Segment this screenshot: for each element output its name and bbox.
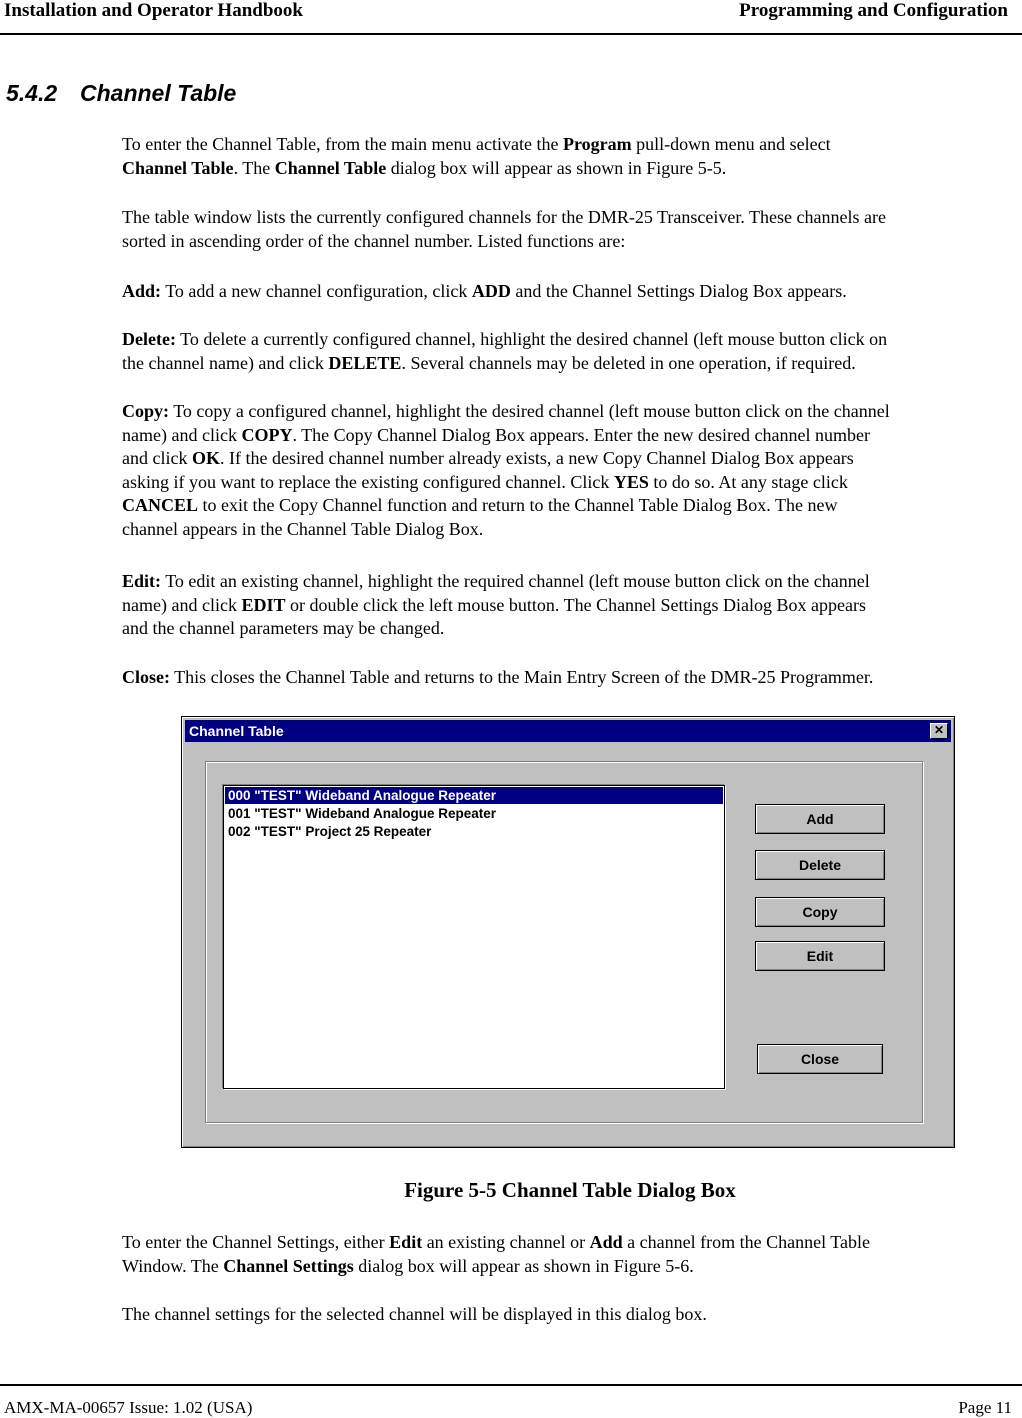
header-right: Programming and Configuration xyxy=(739,0,1008,21)
intro-text-1: To enter the Channel Table, from the main menu activate the xyxy=(122,134,563,154)
table-line-1: The table window lists the currently configured channels for the DMR-25 Transceiver. These channels are xyxy=(122,207,886,227)
section-heading xyxy=(6,80,236,107)
intro-text-3: . The xyxy=(233,157,275,178)
final-paragraph: The channel settings for the selected channel will be displayed in this dialog box. xyxy=(122,1304,707,1324)
copy-ok: OK xyxy=(191,448,220,468)
delete-paragraph xyxy=(122,328,1014,375)
copy-text-2: name) and click xyxy=(122,424,242,445)
settings-text-4: Window. The xyxy=(122,1255,224,1276)
channel-list[interactable] xyxy=(223,785,725,1089)
settings-add: Add xyxy=(589,1232,623,1252)
delete-label: Delete: xyxy=(122,329,176,349)
add-button[interactable]: Add xyxy=(755,804,885,834)
delete-text-2: the channel name) and click xyxy=(122,352,329,373)
figure-caption: Figure 5-5 Channel Table Dialog Box xyxy=(404,1178,736,1202)
copy-text-3: . The Copy Channel Dialog Box appears. Enter the new desired channel number xyxy=(292,424,870,445)
settings-text-5: dialog box will appear as shown in Figure 5-6. xyxy=(353,1255,694,1276)
copy-yes: YES xyxy=(613,471,649,492)
section-number: 5.4.2 xyxy=(6,80,58,106)
channel-list-item[interactable]: 002 "TEST" Project 25 Repeater xyxy=(228,824,432,839)
edit-label: Edit: xyxy=(122,571,162,591)
copy-label: Copy: xyxy=(122,401,170,421)
footer-left: AMX-MA-00657 Issue: 1.02 (USA) xyxy=(4,1398,253,1417)
edit-text-3: or double click the left mouse button. The Channel Settings Dialog Box appears xyxy=(285,594,867,615)
delete-text-3: . Several channels may be deleted in one operation, if required. xyxy=(401,352,856,373)
delete-button[interactable]: Delete xyxy=(755,850,885,880)
edit-button[interactable]: Edit xyxy=(755,941,885,971)
page-footer xyxy=(0,1384,1022,1417)
channel-list-item[interactable]: 001 "TEST" Wideband Analogue Repeater xyxy=(228,806,496,821)
delete-keyword: DELETE xyxy=(328,352,402,373)
copy-text-9: channel appears in the Channel Table Dialog Box. xyxy=(122,518,484,539)
channel-table-dialog xyxy=(181,716,955,1148)
edit-text-1: To edit an existing channel, highlight the required channel (left mouse button click on the channel xyxy=(161,571,870,591)
edit-keyword: EDIT xyxy=(241,594,286,615)
copy-text-6: asking if you want to replace the existing configured channel. Click xyxy=(122,471,614,492)
channel-list-item[interactable]: 000 "TEST" Wideband Analogue Repeater xyxy=(225,787,723,804)
dialog-title: Channel Table xyxy=(189,723,284,739)
edit-text-2: name) and click xyxy=(122,594,242,615)
table-line-2: sorted in ascending order of the channel number. Listed functions are: xyxy=(122,230,626,251)
intro-program: Program xyxy=(563,134,632,154)
copy-text-7: to do so. At any stage click xyxy=(648,471,848,492)
dialog-title-bar xyxy=(185,720,951,742)
intro-channel-table-1: Channel Table xyxy=(122,157,234,178)
copy-text-5: . If the desired channel number already exists, a new Copy Channel Dialog Box appears xyxy=(220,448,854,468)
add-text-2: and the Channel Settings Dialog Box appears. xyxy=(510,281,847,301)
delete-text-1: To delete a currently configured channel, highlight the desired channel (left mouse button click on xyxy=(175,329,888,349)
copy-keyword: COPY xyxy=(241,424,293,445)
close-button[interactable]: Close xyxy=(757,1044,883,1074)
intro-text-4: dialog box will appear as shown in Figure 5-5. xyxy=(386,157,727,178)
add-paragraph xyxy=(122,280,1014,304)
copy-button[interactable]: Copy xyxy=(755,897,885,927)
add-keyword: ADD xyxy=(471,281,511,301)
settings-text-1: To enter the Channel Settings, either xyxy=(122,1232,390,1252)
close-label: Close: xyxy=(122,667,170,687)
settings-text-3: a channel from the Channel Table xyxy=(622,1232,870,1252)
close-paragraph xyxy=(122,666,1014,690)
edit-text-4: and the channel parameters may be changed. xyxy=(122,618,445,638)
intro-paragraph xyxy=(122,133,1014,180)
settings-paragraph xyxy=(122,1231,1014,1278)
intro-channel-table-2: Channel Table xyxy=(274,157,387,178)
table-paragraph xyxy=(122,206,1014,253)
copy-text-1: To copy a configured channel, highlight the desired channel (left mouse button click on the channel xyxy=(169,401,890,421)
settings-edit: Edit xyxy=(389,1232,423,1252)
copy-text-4: and click xyxy=(122,448,192,468)
close-icon[interactable]: ✕ xyxy=(930,723,948,739)
header-left: Installation and Operator Handbook xyxy=(4,0,303,21)
page-number: Page 11 xyxy=(958,1398,1012,1417)
page-header xyxy=(0,0,1022,35)
section-title: Channel Table xyxy=(80,80,237,106)
add-text-1: To add a new channel configuration, click xyxy=(161,281,472,301)
copy-cancel: CANCEL xyxy=(122,495,199,515)
copy-text-8: to exit the Copy Channel function and return to the Channel Table Dialog Box. The new xyxy=(198,495,838,515)
add-label: Add: xyxy=(122,281,162,301)
settings-channel-settings: Channel Settings xyxy=(223,1255,354,1276)
intro-text-2: pull-down menu and select xyxy=(631,134,831,154)
close-text-1: This closes the Channel Table and returns to the Main Entry Screen of the DMR-25 Programmer. xyxy=(170,667,874,687)
copy-paragraph xyxy=(122,400,1014,541)
settings-text-2: an existing channel or xyxy=(422,1232,590,1252)
edit-paragraph xyxy=(122,570,1014,641)
